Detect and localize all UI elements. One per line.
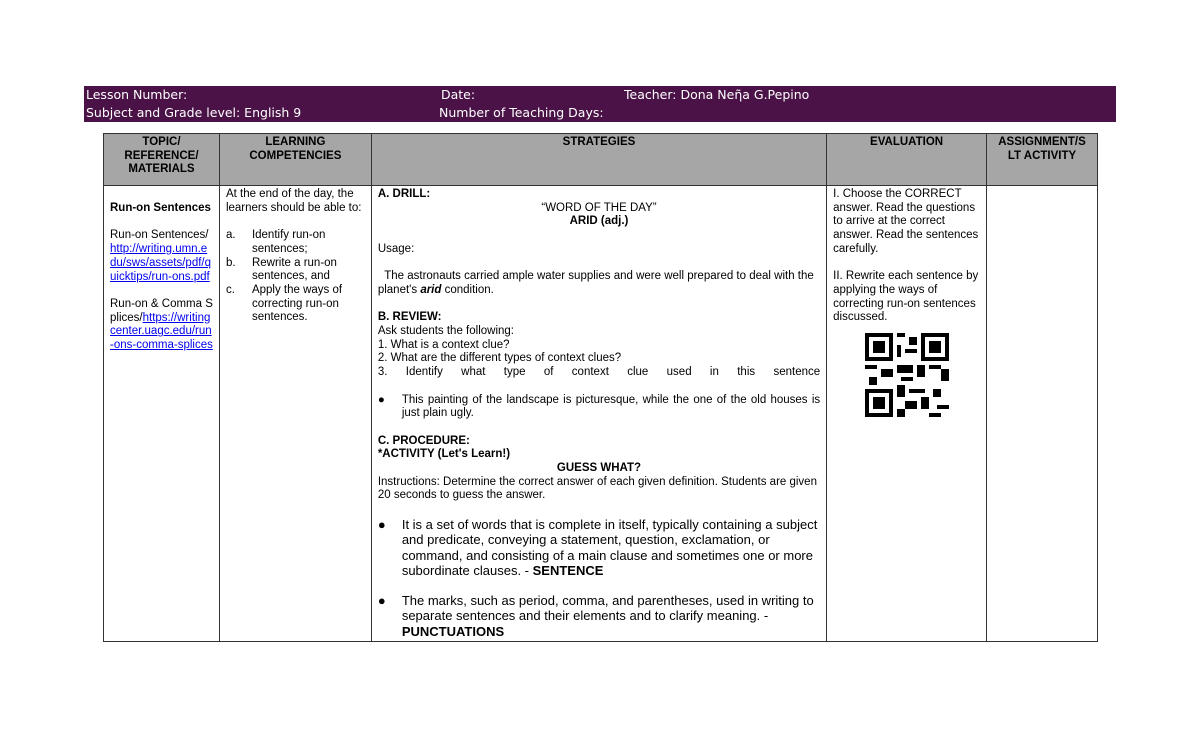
teacher: Teacher: Dona Neῆa G.Pepino	[624, 87, 810, 102]
ref2-label: Run-on & Comma Splices/	[110, 297, 213, 324]
definition-item: ● It is a set of words that is complete in itself, typically containing a subject and predicate, conveying a statement, question, exclamation, or command, and consisting of a main clause and sometimes one or more subordinate clauses. - SENTENCE	[377, 516, 818, 579]
activity-title: *ACTIVITY (Let's Learn!)	[377, 448, 511, 461]
instructions: Instructions: Determine the correct answer of each given definition. Students are given 20 seconds to guess the answer.	[377, 475, 817, 502]
table-header-row	[104, 134, 1098, 186]
col-strategies: STRATEGIES	[371, 134, 826, 186]
table-row	[104, 186, 1098, 642]
review-intro: Ask students the following:	[377, 325, 514, 338]
usage-sentence: The astronauts carried ample water supplies and were well prepared to deal with the planet's arid condition.	[377, 270, 814, 296]
word: ARID (adj.)	[569, 215, 629, 228]
qr-code	[865, 333, 949, 417]
subject-grade: Subject and Grade level: English 9	[86, 105, 302, 120]
topic-title: Run-on Sentences	[110, 202, 211, 214]
competency-item: b. Rewrite a run-on sentences, and	[225, 256, 337, 283]
teaching-days: Number of Teaching Days:	[439, 105, 604, 120]
col-competencies: LEARNING COMPETENCIES	[219, 134, 371, 186]
ref1-label: Run-on Sentences/	[110, 229, 209, 242]
ref1-link[interactable]: http://writing.umn.edu/sws/assets/pdf/quicktips/run-ons.pdf	[110, 243, 211, 283]
word-of-the-day: “WORD OF THE DAY”	[541, 201, 657, 214]
review-question: 3. Identify what type of context clue used in this sentence	[377, 366, 821, 379]
evaluation-part-1: I. Choose the CORRECT answer. Read the questions to arrive at the correct answer. Read the sentences carefully.	[833, 188, 979, 255]
col-topic: TOPIC/ REFERENCE/ MATERIALS	[104, 134, 220, 186]
assignment-cell	[987, 186, 1098, 642]
competency-item: c. Apply the ways of correcting run-on sentences.	[225, 283, 343, 324]
review-question: 2. What are the different types of context clues?	[377, 352, 622, 365]
col-assignment: ASSIGNMENT/S LT ACTIVITY	[987, 134, 1098, 186]
evaluation-part-2: II. Rewrite each sentence by applying the ways of correcting run-on sentences discussed.	[833, 270, 979, 324]
review-question: 1. What is a context clue?	[377, 338, 510, 351]
lesson-plan-table	[103, 133, 1098, 642]
strategies-cell	[371, 186, 826, 642]
col-evaluation: EVALUATION	[827, 134, 987, 186]
date: Date:	[441, 87, 476, 102]
lesson-number: Lesson Number:	[86, 87, 188, 102]
review-title: B. REVIEW:	[377, 311, 442, 324]
guess-what-title: GUESS WHAT?	[556, 462, 642, 475]
topic-cell	[104, 186, 220, 642]
competencies-cell	[219, 186, 371, 642]
lesson-header-bar	[84, 86, 1116, 122]
evaluation-cell	[827, 186, 987, 642]
competency-item: a. Identify run-on sentences;	[225, 229, 326, 255]
usage-label: Usage:	[377, 242, 415, 255]
review-bullet: ● This painting of the landscape is picturesque, while the one of the old houses is just plain ugly.	[377, 393, 821, 420]
drill-title: A. DRILL:	[377, 188, 431, 200]
ref2-link[interactable]: https://writingcenter.uagc.edu/run-ons-comma-splices	[110, 311, 213, 352]
procedure-title: C. PROCEDURE:	[377, 434, 470, 447]
definition-item: ● The marks, such as period, comma, and parentheses, used in writing to separate sentences and their elements and to clarify meaning. - PUNCTUATIONS	[377, 592, 814, 639]
competencies-intro: At the end of the day, the learners should be able to:	[225, 188, 362, 214]
